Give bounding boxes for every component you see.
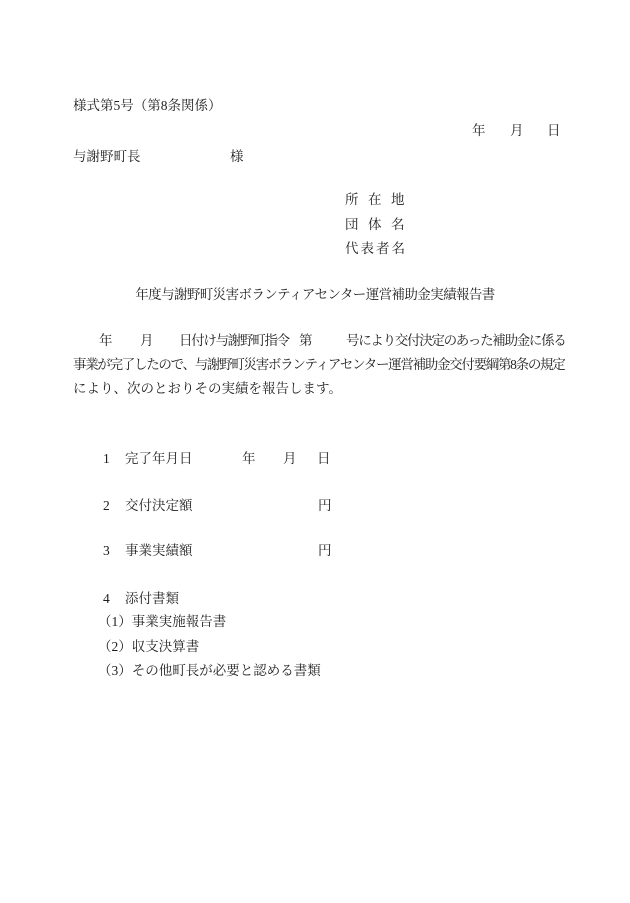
item1-year-label: 年 bbox=[242, 451, 256, 466]
item2-label: 交付決定額 bbox=[125, 498, 193, 513]
item4-label: 添付書類 bbox=[125, 591, 179, 606]
body-year-label: 年 bbox=[99, 333, 113, 348]
item4-number: 4 bbox=[103, 591, 110, 606]
body-dated-text: 日付け与謝野町指令 bbox=[179, 333, 289, 348]
date-month-label: 月 bbox=[510, 123, 524, 138]
item3-unit-yen: 円 bbox=[318, 543, 332, 558]
sender-organization-label: 団体名 bbox=[345, 217, 414, 232]
sender-address-label: 所在地 bbox=[345, 192, 414, 207]
item3-number: 3 bbox=[103, 543, 110, 558]
item1-day-label: 日 bbox=[317, 451, 331, 466]
addressee-honorific: 様 bbox=[230, 149, 244, 164]
item1-number: 1 bbox=[103, 451, 110, 466]
form-number: 様式第5号（第8条関係） bbox=[73, 98, 222, 113]
attachment-item-3: （3）その他町長が必要と認める書類 bbox=[98, 663, 321, 678]
date-day-label: 日 bbox=[547, 123, 561, 138]
attachment-item-1: （1）事業実施報告書 bbox=[98, 614, 227, 629]
body-paragraph-line3: により、次のとおりその実績を報告します。 bbox=[73, 381, 342, 396]
item1-label: 完了年月日 bbox=[125, 451, 193, 466]
attachment-item-2: （2）収支決算書 bbox=[98, 639, 200, 654]
body-month-label: 月 bbox=[140, 333, 154, 348]
addressee-name: 与謝野町長 bbox=[73, 149, 141, 164]
body-number-prefix: 第 bbox=[299, 333, 313, 348]
item1-month-label: 月 bbox=[283, 451, 297, 466]
body-rest-text: 号により交付決定のあった補助金に係る bbox=[346, 333, 566, 348]
item3-label: 事業実績額 bbox=[125, 543, 193, 558]
item2-number: 2 bbox=[103, 498, 110, 513]
document-title: 年度与謝野町災害ボランティアセンター運営補助金実績報告書 bbox=[135, 287, 495, 302]
date-year-label: 年 bbox=[472, 123, 486, 138]
sender-representative-label: 代表者名 bbox=[345, 241, 407, 256]
body-paragraph-line2: 事業が完了したので、与謝野町災害ボランティアセンター運営補助金交付要綱第8条の規定 bbox=[73, 357, 565, 372]
item2-unit-yen: 円 bbox=[318, 498, 332, 513]
